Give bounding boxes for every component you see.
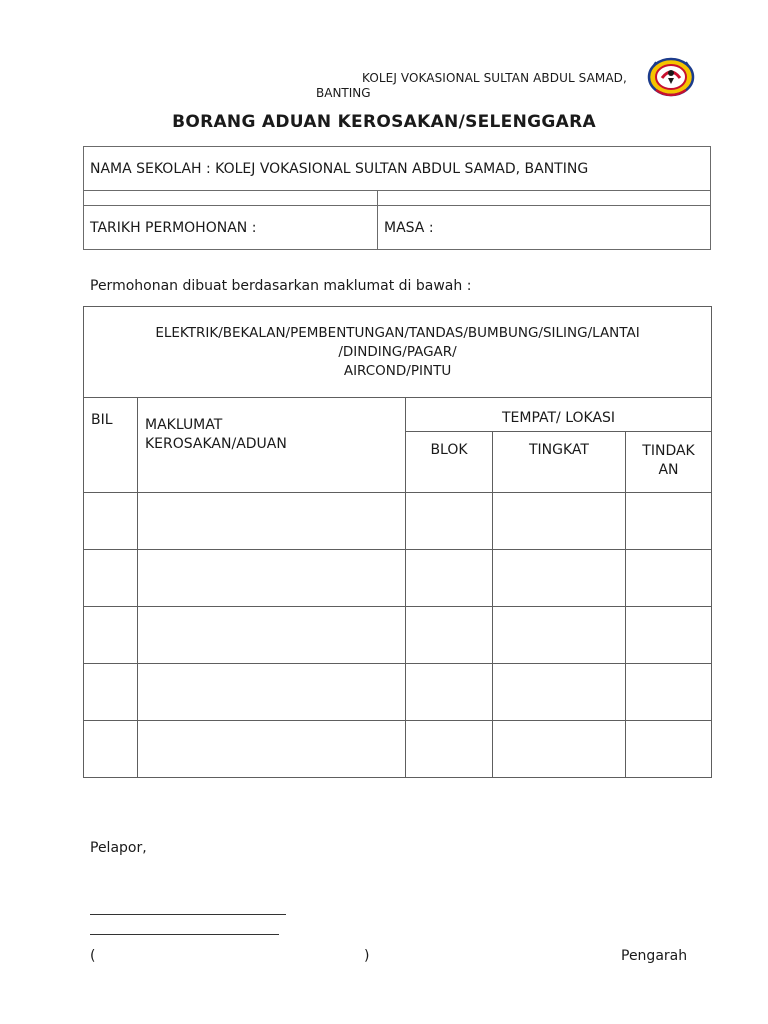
category-header	[84, 307, 712, 398]
cell-bil[interactable]	[84, 493, 138, 550]
time-field: MASA :	[378, 206, 711, 250]
cell-blok[interactable]	[406, 550, 493, 607]
cell-tingkat[interactable]	[493, 550, 626, 607]
cell-maklumat[interactable]	[138, 493, 406, 550]
college-name-line1: KOLEJ VOKASIONAL SULTAN ABDUL SAMAD,	[362, 71, 627, 85]
cell-tingkat[interactable]	[493, 721, 626, 778]
col-tindakan-line-2: AN	[658, 462, 679, 478]
complaint-table	[83, 306, 712, 778]
cell-tindakan[interactable]	[626, 607, 712, 664]
signature-line-second	[90, 934, 279, 935]
spacer-cell-left	[84, 191, 378, 206]
cell-blok[interactable]	[406, 721, 493, 778]
col-tingkat-header: TINGKAT	[493, 432, 626, 493]
col-maklumat-header	[138, 398, 406, 493]
cell-maklumat[interactable]	[138, 607, 406, 664]
cell-tindakan[interactable]	[626, 493, 712, 550]
school-name-field: NAMA SEKOLAH : KOLEJ VOKASIONAL SULTAN ABDUL SAMAD, BANTING	[84, 147, 711, 191]
form-title: BORANG ADUAN KEROSAKAN/SELENGGARA	[172, 112, 596, 132]
spacer-cell-right	[378, 191, 711, 206]
cell-tindakan[interactable]	[626, 721, 712, 778]
cell-bil[interactable]	[84, 550, 138, 607]
cell-blok[interactable]	[406, 607, 493, 664]
cell-tindakan[interactable]	[626, 550, 712, 607]
cell-bil[interactable]	[84, 721, 138, 778]
cell-blok[interactable]	[406, 493, 493, 550]
col-maklumat-line-1: MAKLUMAT	[145, 417, 223, 433]
cell-bil[interactable]	[84, 664, 138, 721]
date-field: TARIKH PERMOHONAN :	[84, 206, 378, 250]
col-blok-header: BLOK	[406, 432, 493, 493]
category-line-3: AIRCOND/PINTU	[343, 362, 452, 379]
category-line-2: /DINDING/PAGAR/	[338, 343, 457, 360]
table-row	[84, 664, 712, 721]
cell-bil[interactable]	[84, 607, 138, 664]
col-bil-header: BIL	[84, 398, 138, 493]
cell-tingkat[interactable]	[493, 607, 626, 664]
col-maklumat-line-2: KEROSAKAN/ADUAN	[145, 436, 287, 452]
table-row	[84, 607, 712, 664]
director-label: Pengarah	[621, 948, 688, 964]
info-table	[83, 146, 711, 250]
intro-text: Permohonan dibuat berdasarkan maklumat di bawah :	[90, 278, 472, 294]
college-name-line2: BANTING	[316, 86, 371, 100]
col-tempat-header: TEMPAT/ LOKASI	[406, 398, 712, 432]
category-line-1: ELEKTRIK/BEKALAN/PEMBENTUNGAN/TANDAS/BUMBUNG/SILING/LANTAI	[155, 324, 640, 341]
table-row	[84, 550, 712, 607]
cell-maklumat[interactable]	[138, 550, 406, 607]
table-row	[84, 493, 712, 550]
cell-blok[interactable]	[406, 664, 493, 721]
cell-maklumat[interactable]	[138, 664, 406, 721]
name-paren-open: (	[90, 948, 96, 964]
cell-tindakan[interactable]	[626, 664, 712, 721]
col-tindakan-line-1: TINDAK	[642, 443, 695, 459]
school-crest-icon	[646, 56, 696, 100]
reporter-label: Pelapor,	[90, 840, 147, 856]
cell-tingkat[interactable]	[493, 493, 626, 550]
table-row	[84, 721, 712, 778]
cell-tingkat[interactable]	[493, 664, 626, 721]
signature-line	[90, 914, 286, 915]
cell-maklumat[interactable]	[138, 721, 406, 778]
col-tindakan-header	[626, 432, 712, 493]
name-paren-close: )	[364, 948, 370, 964]
